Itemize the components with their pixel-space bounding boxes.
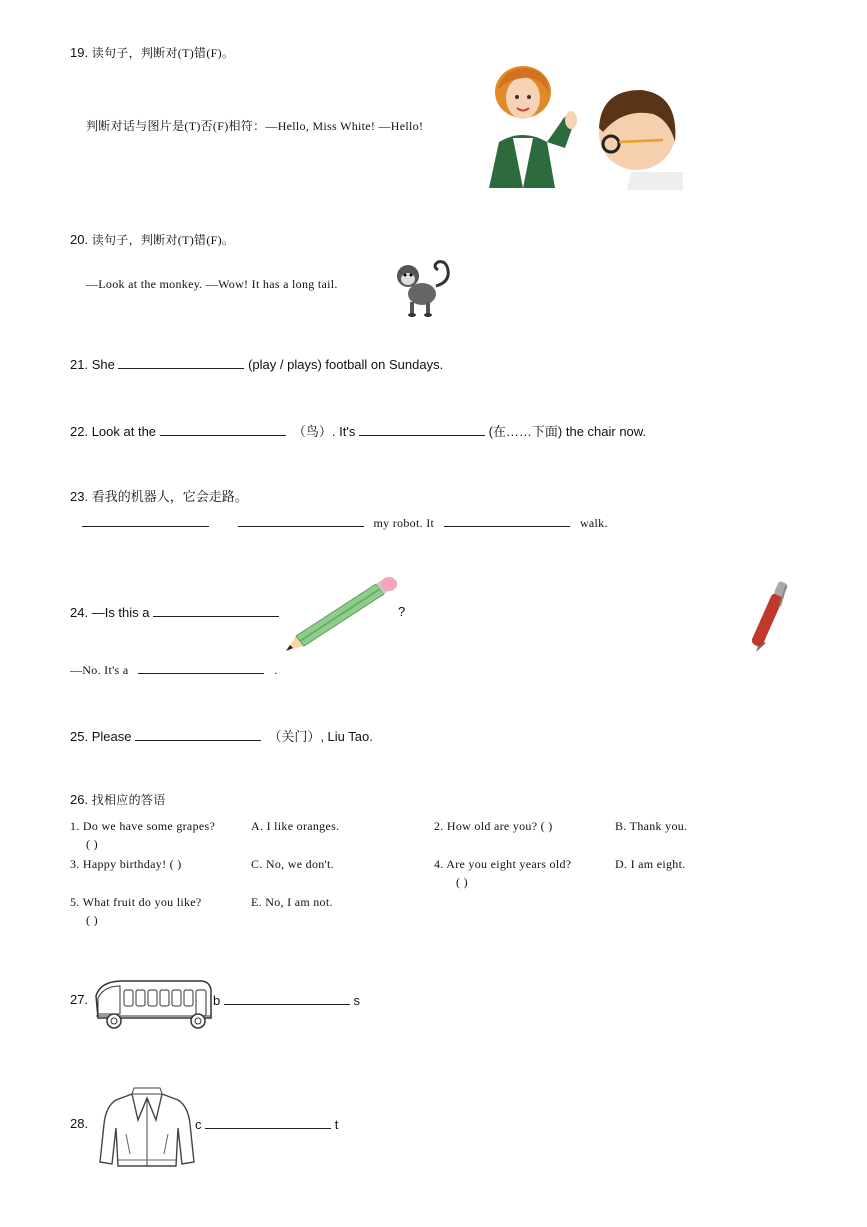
q22-hint-1: （鸟）. It's xyxy=(292,424,356,439)
q26-option-e: E. No, I am not. xyxy=(251,895,333,909)
question-19 xyxy=(70,44,234,61)
answer-blank-2[interactable] xyxy=(238,514,364,527)
question-23 xyxy=(70,486,248,505)
q20-sentence: —Look at the monkey. —Wow! It has a long tail. xyxy=(86,277,338,291)
q26-option-b: B. Thank you. xyxy=(615,819,688,833)
question-27-number: 27. xyxy=(70,992,89,1007)
q26-item-5: 5. What fruit do you like? xyxy=(70,895,202,909)
instruction-text: 读句子，判断对(T)错(F)。 xyxy=(91,233,235,247)
q26-item-1-paren[interactable]: ( ) xyxy=(86,837,98,851)
q26-option-d: D. I am eight. xyxy=(615,857,686,871)
question-20 xyxy=(70,231,234,248)
question-number: 22. xyxy=(70,424,89,439)
teacher-and-boy-illustration xyxy=(483,62,683,190)
q27-answer-line xyxy=(213,992,360,1008)
answer-blank[interactable] xyxy=(138,661,264,674)
monkey-illustration xyxy=(392,258,452,318)
q23-part1: my robot. It xyxy=(373,516,435,530)
answer-blank-3[interactable] xyxy=(444,514,570,527)
question-28-number: 28. xyxy=(70,1116,89,1131)
answer-blank-2[interactable] xyxy=(359,423,485,436)
q22-before-text: Look at the xyxy=(91,424,157,439)
pen-illustration xyxy=(752,578,802,656)
q26-item-5-paren[interactable]: ( ) xyxy=(86,913,98,927)
q23-part2: walk. xyxy=(579,516,608,530)
q21-before-text: She xyxy=(91,357,115,372)
answer-blank[interactable] xyxy=(224,992,350,1005)
question-26 xyxy=(70,791,166,808)
q25-before: Please xyxy=(91,729,132,744)
question-number: 26. xyxy=(70,792,89,807)
q26-item-4: 4. Are you eight years old? xyxy=(434,857,572,871)
q27-end-letter: s xyxy=(353,993,360,1008)
answer-blank[interactable] xyxy=(135,728,261,741)
question-25 xyxy=(70,726,373,745)
question-number: 23. xyxy=(70,489,89,504)
answer-blank[interactable] xyxy=(118,356,244,369)
instruction-text: 读句子，判断对(T)错(F)。 xyxy=(91,46,235,60)
q24-question-mark: ? xyxy=(398,604,406,619)
q26-item-1 xyxy=(70,819,215,834)
q24-period: . xyxy=(274,663,278,677)
question-21 xyxy=(70,356,443,372)
answer-blank-1[interactable] xyxy=(82,514,209,527)
q26-title: 找相应的答语 xyxy=(91,793,166,807)
q24-answer-line xyxy=(70,661,278,678)
pencil-illustration xyxy=(284,574,400,654)
q26-item-2: 2. How old are you? ( ) xyxy=(434,819,553,833)
question-number: 19. xyxy=(70,45,89,60)
q28-answer-line xyxy=(195,1116,338,1132)
q24-question: —Is this a xyxy=(91,605,150,620)
q23-answer-line xyxy=(82,514,608,531)
jacket-illustration xyxy=(96,1084,198,1168)
q24-answer: —No. It's a xyxy=(70,663,129,677)
q19-sentence: 判断对话与图片是(T)否(F)相符：—Hello, Miss White! —Hello! xyxy=(86,119,424,133)
q23-prompt: 看我的机器人，它会走路。 xyxy=(91,489,248,504)
answer-blank[interactable] xyxy=(153,604,279,617)
question-number: 25. xyxy=(70,729,89,744)
q28-start-letter: c xyxy=(195,1117,202,1132)
q26-item-4-paren[interactable]: ( ) xyxy=(456,875,468,889)
q26-item-3: 3. Happy birthday! ( ) xyxy=(70,857,182,871)
q27-start-letter: b xyxy=(213,993,221,1008)
q22-hint-2: (在……下面) the chair now. xyxy=(488,424,647,439)
question-number: 20. xyxy=(70,232,89,247)
question-number: 24. xyxy=(70,605,89,620)
q21-after-text: (play / plays) football on Sundays. xyxy=(248,357,444,372)
answer-blank-1[interactable] xyxy=(160,423,286,436)
question-22 xyxy=(70,421,646,440)
question-number: 21. xyxy=(70,357,89,372)
question-24 xyxy=(70,604,279,620)
answer-blank[interactable] xyxy=(205,1116,331,1129)
bus-illustration xyxy=(90,976,214,1032)
q26-option-a: A. I like oranges. xyxy=(251,819,340,833)
q26-option-c: C. No, we don't. xyxy=(251,857,334,871)
q25-after: （关门）, Liu Tao. xyxy=(268,729,373,744)
question-text: 1. Do we have some grapes? xyxy=(70,819,216,833)
q28-end-letter: t xyxy=(334,1117,339,1132)
